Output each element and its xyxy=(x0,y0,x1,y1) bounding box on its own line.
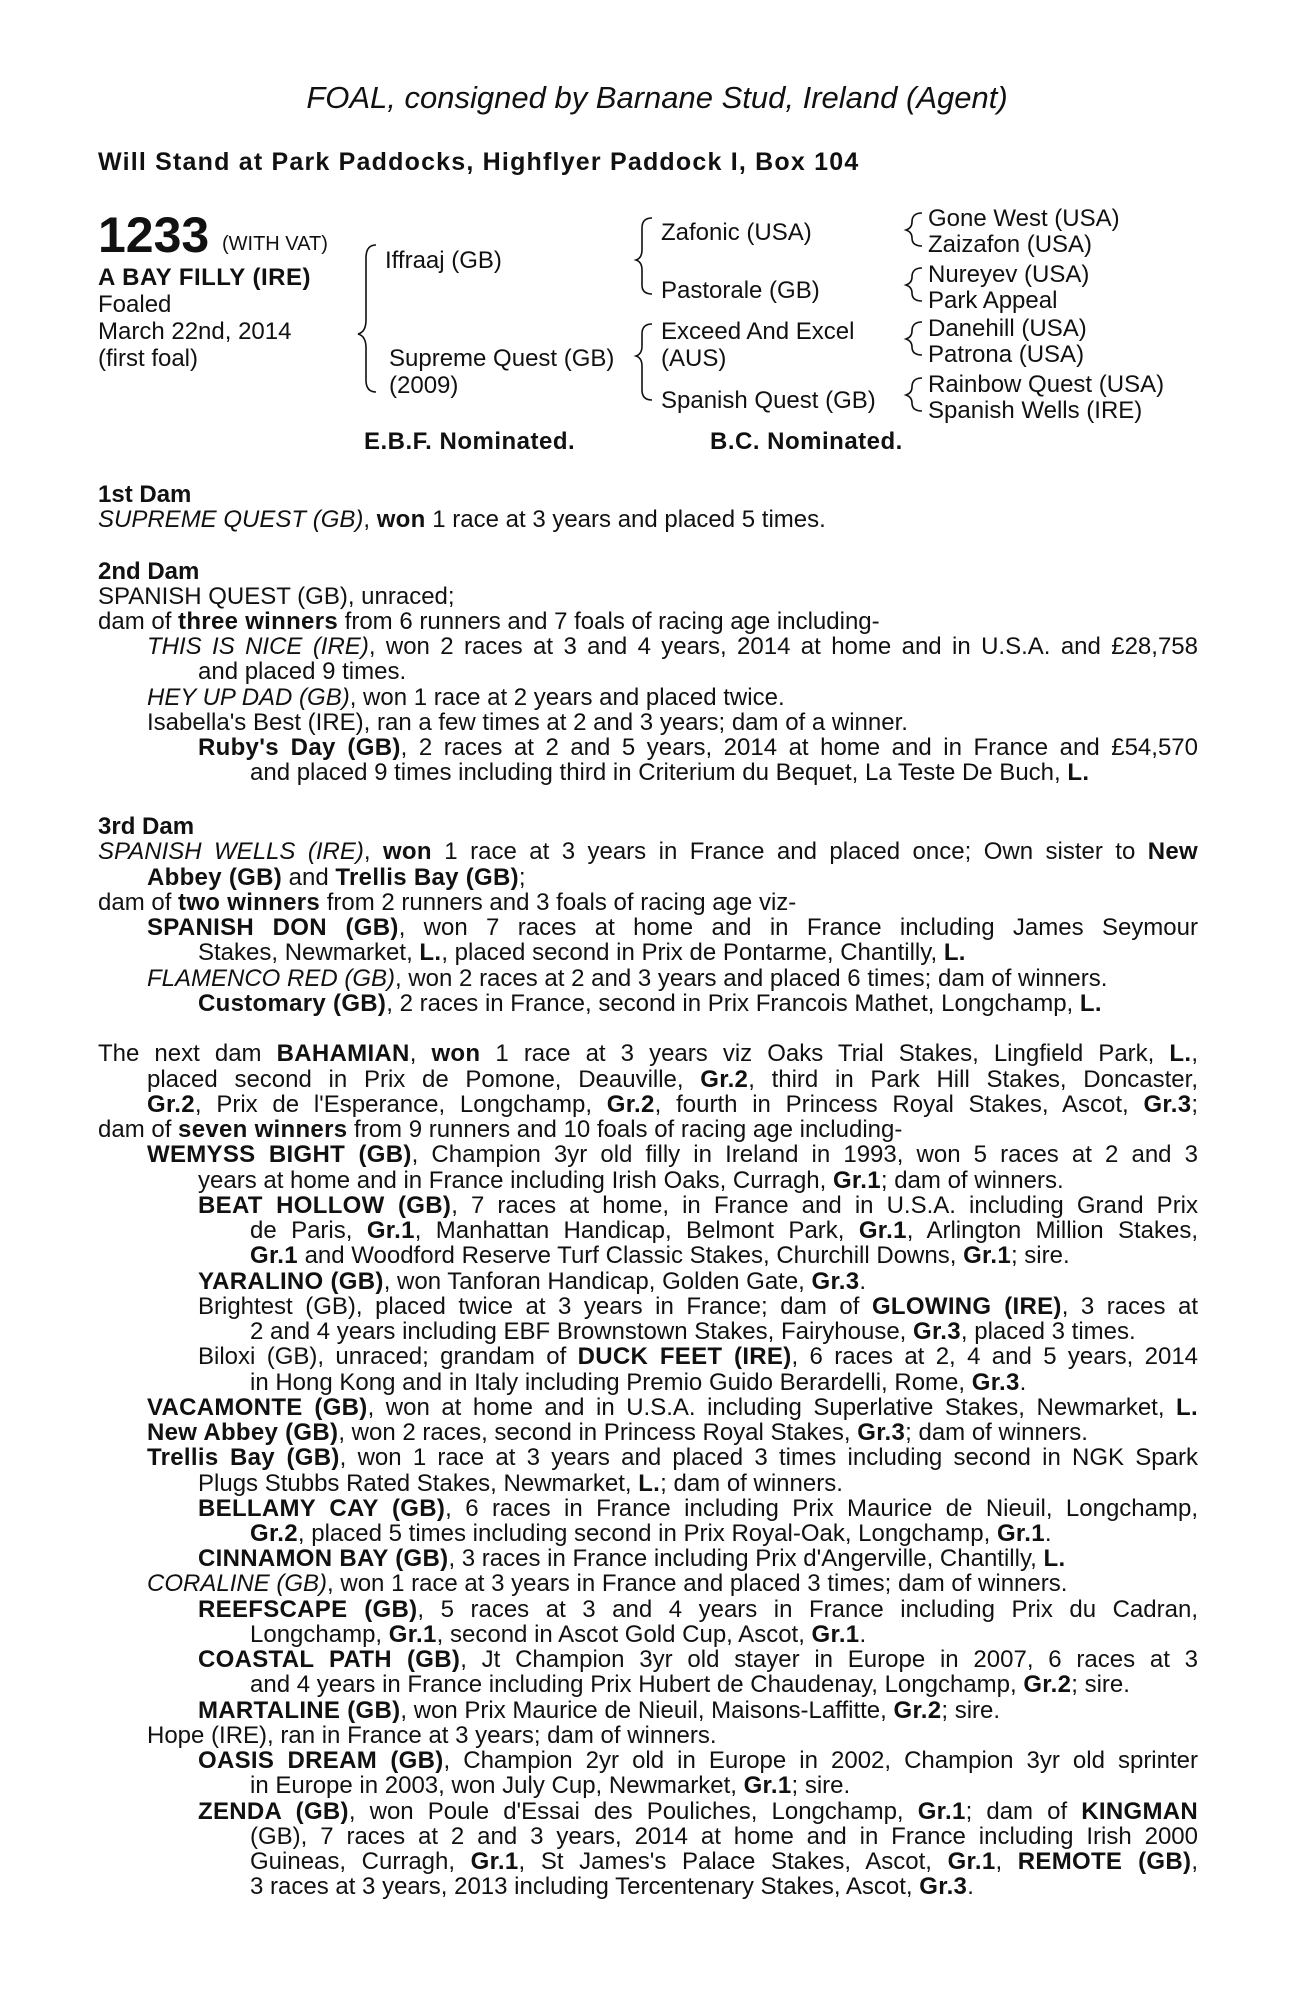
narrative-line: SPANISH DON (GB), won 7 races at home and in France including James Seymour xyxy=(147,914,1198,940)
narrative-line: 2 and 4 years including EBF Brownstown Stakes, Fairyhouse, Gr.3, placed 3 times. xyxy=(250,1318,1136,1345)
ggdam-3: Patrona (USA) xyxy=(928,341,1085,368)
narrative-line: dam of two winners from 2 runners and 3 foals of racing age viz- xyxy=(98,889,797,916)
narrative-line: BEAT HOLLOW (GB), 7 races at home, in France and in U.S.A. including Grand Prix xyxy=(198,1192,1198,1218)
narrative-line: Trellis Bay (GB), won 1 race at 3 years and placed 3 times including second in NGK Spark xyxy=(147,1444,1198,1470)
narrative-line: The next dam BAHAMIAN, won 1 race at 3 years viz Oaks Trial Stakes, Lingfield Park, L., xyxy=(98,1040,1198,1066)
narrative-line: de Paris, Gr.1, Manhattan Handicap, Belmont Park, Gr.1, Arlington Million Stakes, xyxy=(250,1217,1198,1243)
dam-sire-line2: (AUS) xyxy=(661,345,727,372)
ebf-nominated: E.B.F. Nominated. xyxy=(364,428,576,455)
narrative-line: SPANISH WELLS (IRE), won 1 race at 3 years in France and placed once; Own sister to New xyxy=(98,838,1198,864)
narrative-line: REEFSCAPE (GB), 5 races at 3 and 4 years in France including Prix du Cadran, xyxy=(198,1596,1198,1622)
narrative-line: CORALINE (GB), won 1 race at 3 years in France and placed 3 times; dam of winners. xyxy=(147,1570,1068,1597)
stand-location: Will Stand at Park Paddocks, Highflyer Paddock I, Box 104 xyxy=(98,148,860,176)
narrative-line: Gr.2, placed 5 times including second in Prix Royal-Oak, Longchamp, Gr.1. xyxy=(250,1520,1052,1547)
lot-name: A BAY FILLY (IRE) xyxy=(98,264,311,291)
ggsire-3: Danehill (USA) xyxy=(928,315,1087,342)
narrative-line: Ruby's Day (GB), 2 races at 2 and 5 years, 2014 at home and in France and £54,570 xyxy=(198,734,1198,760)
narrative-line: and 4 years in France including Prix Hubert de Chaudenay, Longchamp, Gr.2; sire. xyxy=(250,1671,1130,1698)
dam-dam: Spanish Quest (GB) xyxy=(661,387,876,414)
narrative-line: in Hong Kong and in Italy including Premio Guido Berardelli, Rome, Gr.3. xyxy=(250,1369,1027,1396)
narrative-line: in Europe in 2003, won July Cup, Newmarket, Gr.1; sire. xyxy=(250,1772,851,1799)
narrative-line: BELLAMY CAY (GB), 6 races in France including Prix Maurice de Nieuil, Longchamp, xyxy=(198,1495,1198,1521)
narrative-line: Longchamp, Gr.1, second in Ascot Gold Cup, Ascot, Gr.1. xyxy=(250,1621,867,1648)
narrative-line: FLAMENCO RED (GB), won 2 races at 2 and 3 years and placed 6 times; dam of winners. xyxy=(147,965,1108,992)
ggsire-2: Nureyev (USA) xyxy=(928,261,1090,288)
ggdam-4: Spanish Wells (IRE) xyxy=(928,397,1143,424)
narrative-line: dam of seven winners from 9 runners and 10 foals of racing age including- xyxy=(98,1116,903,1143)
first-foal-note: (first foal) xyxy=(98,345,199,372)
sire-name: Iffraaj (GB) xyxy=(385,247,502,274)
first-dam-heading: 1st Dam xyxy=(98,481,192,508)
narrative-line: SUPREME QUEST (GB), won 1 race at 3 years and placed 5 times. xyxy=(98,506,826,533)
narrative-line: MARTALINE (GB), won Prix Maurice de Nieuil, Maisons-Laffitte, Gr.2; sire. xyxy=(198,1697,1001,1724)
narrative-line: Hope (IRE), ran in France at 3 years; dam of winners. xyxy=(147,1722,717,1749)
narrative-line: VACAMONTE (GB), won at home and in U.S.A. including Superlative Stakes, Newmarket, L. xyxy=(147,1394,1198,1420)
vat-note: (WITH VAT) xyxy=(222,233,328,255)
narrative-line: and placed 9 times including third in Criterium du Bequet, La Teste De Buch, L. xyxy=(250,759,1090,786)
second-dam-heading: 2nd Dam xyxy=(98,558,200,585)
narrative-line: Isabella's Best (IRE), ran a few times at 2 and 3 years; dam of a winner. xyxy=(147,709,908,736)
foaled-label: Foaled xyxy=(98,291,172,318)
narrative-line: Customary (GB), 2 races in France, second in Prix Francois Mathet, Longchamp, L. xyxy=(198,990,1102,1017)
narrative-line: Guineas, Curragh, Gr.1, St James's Palace Stakes, Ascot, Gr.1, REMOTE (GB), xyxy=(250,1848,1198,1874)
ggdam-1: Zaizafon (USA) xyxy=(928,231,1093,258)
narrative-line: years at home and in France including Irish Oaks, Curragh, Gr.1; dam of winners. xyxy=(198,1167,1064,1194)
bc-nominated: B.C. Nominated. xyxy=(710,428,903,455)
dam-foal-year: (2009) xyxy=(389,372,459,399)
third-dam-heading: 3rd Dam xyxy=(98,813,195,840)
narrative-line: placed second in Prix de Pomone, Deauville, Gr.2, third in Park Hill Stakes, Doncaster, xyxy=(147,1066,1198,1092)
narrative-line: ZENDA (GB), won Poule d'Essai des Pouliches, Longchamp, Gr.1; dam of KINGMAN xyxy=(198,1798,1198,1824)
narrative-line: Gr.1 and Woodford Reserve Turf Classic Stakes, Churchill Downs, Gr.1; sire. xyxy=(250,1242,1070,1269)
narrative-line: HEY UP DAD (GB), won 1 race at 2 years and placed twice. xyxy=(147,684,785,711)
narrative-line: THIS IS NICE (IRE), won 2 races at 3 and 4 years, 2014 at home and in U.S.A. and £28,758 xyxy=(147,633,1198,659)
narrative-line: OASIS DREAM (GB), Champion 2yr old in Europe in 2002, Champion 3yr old sprinter xyxy=(198,1747,1198,1773)
narrative-line: YARALINO (GB), won Tanforan Handicap, Golden Gate, Gr.3. xyxy=(198,1268,867,1295)
ggdam-2: Park Appeal xyxy=(928,287,1058,314)
dam-sire-line1: Exceed And Excel xyxy=(661,318,855,345)
narrative-line: Stakes, Newmarket, L., placed second in Prix de Pontarme, Chantilly, L. xyxy=(198,939,966,966)
narrative-line: Biloxi (GB), unraced; grandam of DUCK FEET (IRE), 6 races at 2, 4 and 5 years, 2014 xyxy=(198,1343,1198,1369)
catalogue-title: FOAL, consigned by Barnane Stud, Ireland (Agent) xyxy=(306,80,1008,115)
sire-sire: Zafonic (USA) xyxy=(661,219,812,246)
ggsire-1: Gone West (USA) xyxy=(928,205,1120,232)
narrative-line: Plugs Stubbs Rated Stakes, Newmarket, L.; dam of winners. xyxy=(198,1470,843,1497)
narrative-line: Brightest (GB), placed twice at 3 years in France; dam of GLOWING (IRE), 3 races at xyxy=(198,1293,1198,1319)
lot-number: 1233 xyxy=(98,207,210,263)
narrative-line: 3 races at 3 years, 2013 including Tercentenary Stakes, Ascot, Gr.3. xyxy=(250,1873,974,1900)
narrative-line: (GB), 7 races at 2 and 3 years, 2014 at home and in France including Irish 2000 xyxy=(250,1823,1198,1849)
narrative-line: WEMYSS BIGHT (GB), Champion 3yr old filly in Ireland in 1993, won 5 races at 2 and 3 xyxy=(147,1141,1198,1167)
narrative-line: Gr.2, Prix de l'Esperance, Longchamp, Gr.2, fourth in Princess Royal Stakes, Ascot, Gr.3; xyxy=(147,1091,1198,1117)
dam-name: Supreme Quest (GB) xyxy=(389,345,615,372)
ggsire-4: Rainbow Quest (USA) xyxy=(928,371,1165,398)
sire-dam: Pastorale (GB) xyxy=(661,277,820,304)
narrative-line: CINNAMON BAY (GB), 3 races in France including Prix d'Angerville, Chantilly, L. xyxy=(198,1545,1066,1572)
narrative-line: SPANISH QUEST (GB), unraced; xyxy=(98,583,455,610)
narrative-line: dam of three winners from 6 runners and 7 foals of racing age including- xyxy=(98,608,880,635)
narrative-line: COASTAL PATH (GB), Jt Champion 3yr old stayer in Europe in 2007, 6 races at 3 xyxy=(198,1646,1198,1672)
narrative-line: New Abbey (GB), won 2 races, second in Princess Royal Stakes, Gr.3; dam of winners. xyxy=(147,1419,1088,1446)
foaled-date: March 22nd, 2014 xyxy=(98,318,292,345)
narrative-line: Abbey (GB) and Trellis Bay (GB); xyxy=(147,864,526,891)
narrative-line: and placed 9 times. xyxy=(198,658,407,685)
